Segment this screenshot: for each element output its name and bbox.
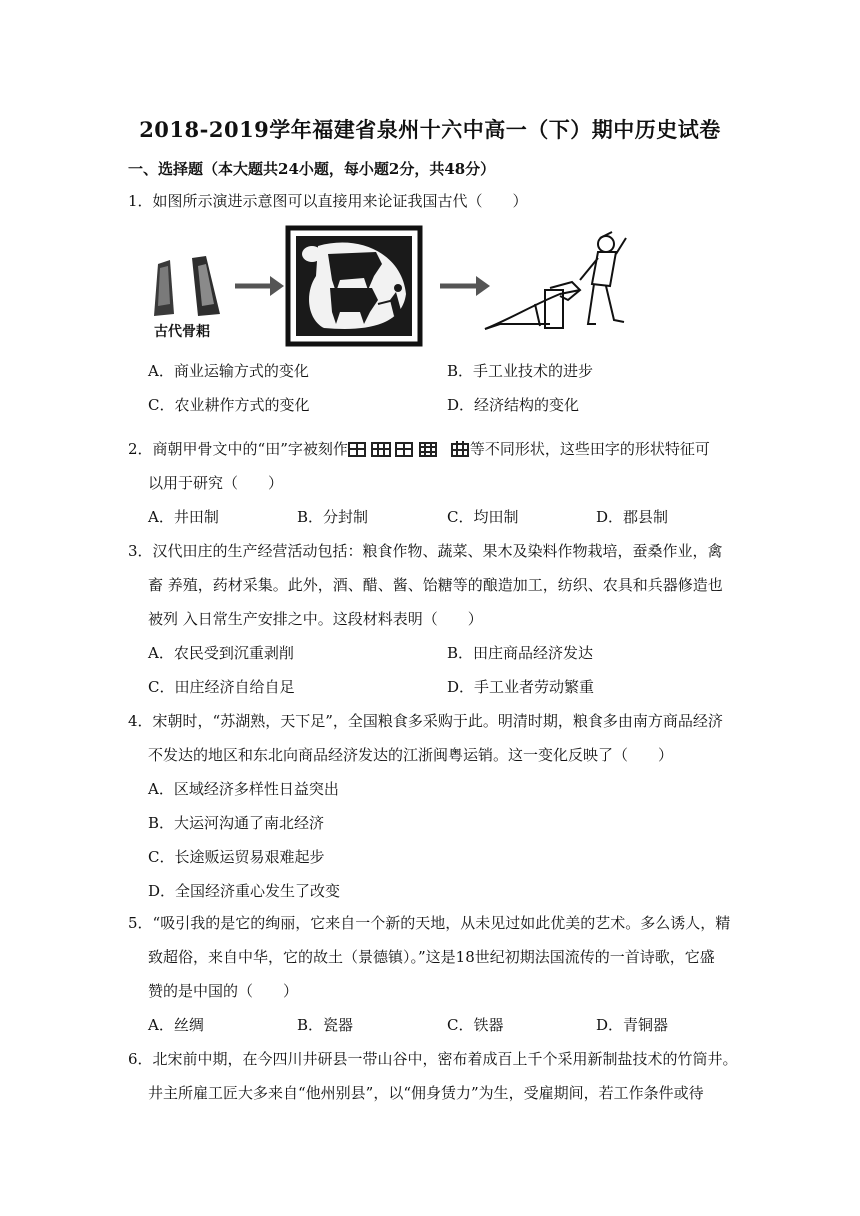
farmer-plough-image <box>485 232 626 329</box>
q6-line1: 6．北宋前中期，在今四川井研县一带山谷中，密布着成百上千个采用新制盐技术的竹筒井。 <box>128 1050 738 1068</box>
q1-option-a[interactable]: A．商业运输方式的变化 <box>148 362 309 380</box>
q6-line2: 井主所雇工匠大多来自“他州别县”，以“佣身赁力”为生，受雇期间，若工作条件或待 <box>148 1084 704 1102</box>
arrow-right-icon <box>235 276 284 296</box>
q1-option-b[interactable]: B．手工业技术的进步 <box>447 362 594 380</box>
q5-option-c[interactable]: C．铁器 <box>447 1016 504 1034</box>
q4-option-a[interactable]: A．区域经济多样性日益突出 <box>148 780 339 798</box>
q2-stem-start: 2．商朝甲骨文中的“田”字被刻作 <box>128 440 348 458</box>
q2-option-c[interactable]: C．均田制 <box>447 508 519 526</box>
q2-option-d[interactable]: D．郡县制 <box>596 508 669 526</box>
q4-line2: 不发达的地区和东北向商品经济发达的江浙闽粤运销。这一变化反映了（ ） <box>148 746 674 764</box>
evolution-figure <box>140 224 650 349</box>
figure-caption: 古代骨耜 <box>154 324 210 340</box>
q2-stem-line1 <box>128 438 710 459</box>
ox-plough-image <box>288 228 420 344</box>
q3-option-b[interactable]: B．田庄商品经济发达 <box>447 644 594 662</box>
q3-option-c[interactable]: C．田庄经济自给自足 <box>148 678 295 696</box>
q5-line2: 致超俗，来自中华，它的故土（景德镇）。”这是18世纪初期法国流传的一首诗歌，它盛 <box>148 948 715 966</box>
bone-spade-image <box>154 256 220 316</box>
q4-option-d[interactable]: D．全国经济重心发生了改变 <box>148 882 341 900</box>
q3-line3: 被列 入日常生产安排之中。这段材料表明（ ） <box>148 610 483 628</box>
q3-option-a[interactable]: A．农民受到沉重剥削 <box>148 644 294 662</box>
oracle-bone-tian-glyphs-image <box>348 441 470 459</box>
q4-option-c[interactable]: C．长途贩运贸易艰难起步 <box>148 848 325 866</box>
q2-stem-line2: 以用于研究（ ） <box>148 474 284 492</box>
section-heading: 一、选择题（本大题共24小题，每小题2分，共48分） <box>128 160 496 178</box>
arrow-right-icon <box>440 276 490 296</box>
q5-line3: 赞的是中国的（ ） <box>148 982 299 1000</box>
q3-line1: 3．汉代田庄的生产经营活动包括：粮食作物、蔬菜、果木及染料作物栽培，蚕桑作业，禽 <box>128 542 723 560</box>
q3-line2: 畜 养殖，药材采集。此外，酒、醋、酱、饴糖等的酿造加工，纺织、农具和兵器修造也 <box>148 576 723 594</box>
q4-line1: 4．宋朝时，“苏湖熟，天下足”，全国粮食多采购于此。明清时期，粮食多由南方商品经济 <box>128 712 723 730</box>
q1-option-c[interactable]: C．农业耕作方式的变化 <box>148 396 310 414</box>
q1-stem: 1．如图所示演进示意图可以直接用来论证我国古代（ ） <box>128 192 528 210</box>
q2-stem-end: 等不同形状，这些田字的形状特征可 <box>469 440 710 458</box>
q5-option-a[interactable]: A．丝绸 <box>148 1016 204 1034</box>
q5-option-b[interactable]: B．瓷器 <box>297 1016 354 1034</box>
q5-option-d[interactable]: D．青铜器 <box>596 1016 669 1034</box>
q3-option-d[interactable]: D．手工业者劳动繁重 <box>447 678 595 696</box>
q2-option-a[interactable]: A．井田制 <box>148 508 219 526</box>
q2-option-b[interactable]: B．分封制 <box>297 508 369 526</box>
q1-option-d[interactable]: D．经济结构的变化 <box>447 396 580 414</box>
q5-line1: 5．“吸引我的是它的绚丽，它来自一个新的天地，从未见过如此优美的艺术。多么诱人，精 <box>128 914 731 932</box>
page-title: 2018-2019学年福建省泉州十六中高一（下）期中历史试卷 <box>139 117 721 142</box>
q4-option-b[interactable]: B．大运河沟通了南北经济 <box>148 814 325 832</box>
